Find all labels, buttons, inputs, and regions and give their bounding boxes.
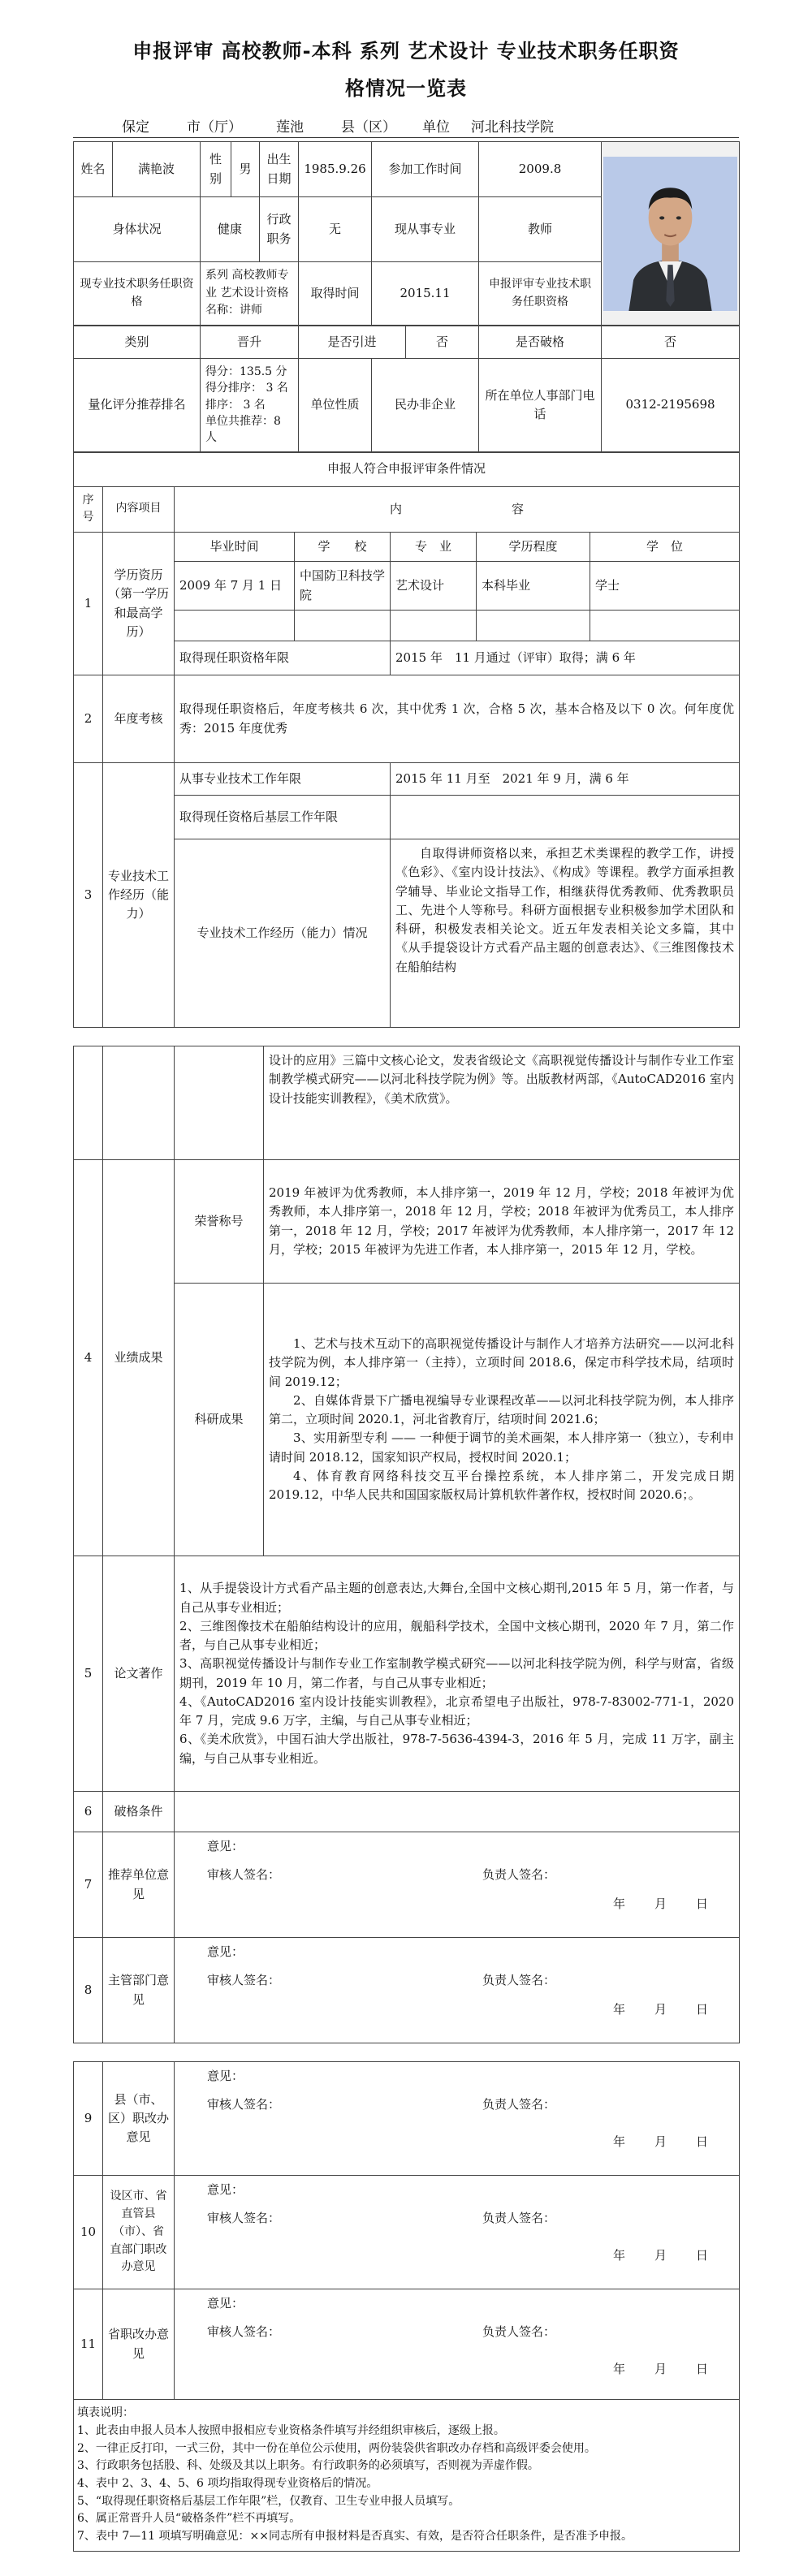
quant-line: 排序： 3 名	[205, 398, 266, 412]
applicant-photo	[603, 157, 737, 311]
research-item: 2、自媒体背景下广播电视编导专业课程改革——以河北科技学院为例，本人排序第二，立项时间 2020.1，河北省教育厅，结项时间 2021.6；	[269, 1392, 734, 1427]
obtain-value: 2015.11	[372, 262, 479, 326]
note-item: 1、此表由申报人员本人按照申报相应专业资格条件填写并经组织审核后，逐级上报。	[77, 2423, 505, 2437]
note-item: 6、属正常晋升人员“破格条件”栏不再填写。	[77, 2512, 301, 2526]
conditions-table	[73, 452, 740, 1029]
responsible-signature-label: 负责人签名：	[482, 1973, 555, 1988]
qual-years-label: 取得现任职资格年限	[175, 641, 391, 675]
row6-item: 破格条件	[103, 1792, 175, 1832]
edu-header-major: 专 业	[391, 532, 477, 561]
location-county-suffix: 县（区）	[341, 119, 396, 136]
row8-seq: 8	[74, 1938, 103, 2043]
quant-line: 得分：135.5 分	[205, 365, 287, 379]
quant-line: 单位共推荐：8 人	[205, 414, 281, 445]
notes-heading: 填表说明：	[77, 2406, 134, 2420]
row8-item: 主管部门意见	[103, 1938, 175, 2043]
research-item: 4、体育教育网络科技交互平台操控系统，本人排序第二，开发完成日期 2019.12，中华人民共和国国家版权局计算机软件著作权，授权时间 2020.6；。	[269, 1468, 734, 1503]
row11-seq: 11	[74, 2289, 103, 2400]
edu-major: 艺术设计	[391, 562, 477, 611]
paper-item: 3、高职视觉传播设计与制作专业工作室制教学模式研究——以河北科技学院为例，科学与财富，省级期刊，2019 年 10 月，第二作者，与自己从事专业相近；	[179, 1656, 734, 1690]
edu-header-date: 毕业时间	[175, 532, 295, 561]
name-value: 满艳波	[113, 142, 201, 197]
qual-years-value: 2015 年 11 月通过（评审）取得；满 6 年	[391, 641, 740, 675]
reviewer-signature-label: 审核人签名：	[207, 1867, 281, 1883]
responsible-signature-label: 负责人签名：	[482, 2211, 555, 2226]
introduced-label: 是否引进	[299, 326, 406, 359]
row10-seq: 10	[74, 2176, 103, 2289]
note-item: 7、表中 7—11 项填写明确意见：××同志所有申报材料是否真实、有效，是否符合任职条件，是否准予申报。	[77, 2529, 633, 2543]
recommend-opinion	[175, 1832, 740, 1938]
quant-value	[201, 359, 299, 451]
row7-seq: 7	[74, 1832, 103, 1938]
row10-item: 设区市、省直管县（市）、省直部门职改办意见	[103, 2176, 175, 2289]
opinion-date: 年 月 日	[612, 2134, 710, 2149]
location-line	[73, 112, 739, 138]
gender-label: 性别	[201, 142, 231, 197]
paper-item: 6、《美术欣赏》，中国石油大学出版社，978-7-5636-4394-3，2016 年 5 月，完成 11 万字，副主编，与自己从事专业相近。	[179, 1732, 734, 1766]
row9-seq: 9	[74, 2062, 103, 2176]
reviewer-signature-label: 审核人签名：	[207, 2097, 281, 2112]
experience-label: 专业技术工作经历（能力）情况	[175, 839, 391, 1028]
quant-label: 量化评分推荐排名	[74, 359, 201, 451]
edu-school: 中国防卫科技学院	[295, 562, 391, 611]
opinions-table	[73, 2061, 740, 2552]
section-title: 申报人符合申报评审条件情况	[74, 452, 740, 486]
county-opinion	[175, 2062, 740, 2176]
row1-item: 学历资历（第一学历和最高学历）	[103, 532, 175, 675]
work-start-label: 参加工作时间	[372, 142, 479, 197]
opinion-label: 意见：	[207, 2182, 244, 2198]
row5-seq: 5	[74, 1556, 103, 1792]
admin-label: 行政职务	[260, 197, 299, 262]
opinion-label: 意见：	[207, 2296, 244, 2311]
note-item: 5、“取得现任职资格后基层工作年限”栏，仅教育、卫生专业申报人员填写。	[77, 2494, 460, 2508]
basic-info-table	[73, 141, 740, 452]
exception-label: 是否破格	[479, 326, 602, 359]
research-item: 1、艺术与技术互动下的高职视觉传播设计与制作人才培养方法研究——以河北科技学院为例，本人排序第一（主持），立项时间 2018.6，保定市科学技术局，结项时间 2019.12；	[269, 1336, 734, 1389]
hr-phone-label: 所在单位人事部门电话	[479, 359, 602, 451]
work-years-value: 2015 年 11 月至 2021 年 9 月，满 6 年	[391, 763, 740, 796]
row2-item: 年度考核	[103, 675, 175, 763]
exception-value: 否	[602, 326, 740, 359]
birth-value: 1985.9.26	[299, 142, 372, 197]
note-item: 2、一律正反打印，一式三份，其中一份在单位公示使用，两份装袋供省职改办存档和高级评委会使用。	[77, 2441, 596, 2455]
category-value: 晋升	[201, 326, 299, 359]
location-city-suffix: 市（厅）	[187, 119, 242, 136]
row3-item: 专业技术工作经历（能力）	[103, 763, 175, 1028]
row6-seq: 6	[74, 1792, 103, 1832]
exception-conditions-text	[175, 1792, 740, 1832]
hr-phone-value: 0312-2195698	[602, 359, 740, 451]
apply-label: 申报评审专业技术职务任职资格	[479, 262, 602, 326]
research-list	[264, 1284, 740, 1556]
research-label: 科研成果	[175, 1284, 264, 1556]
honor-text: 2019 年被评为优秀教师，本人排序第一，2019 年 12 月，学校；2018 年被评为优秀教师，本人排序第一，2018 年 12 月，学校；2018 年被评为优秀员工，本人排序第一，2018 年 12 月，学校；2017 年被评为优秀教师，本人排序第一，2017 年 12 月，学校；2015 年被评为先进工作者，本人排序第一，2015 年 12 月，学校。	[264, 1160, 740, 1284]
responsible-signature-label: 负责人签名：	[482, 1867, 555, 1883]
unit-nature-value: 民办非企业	[372, 359, 479, 451]
reviewer-signature-label: 审核人签名：	[207, 2324, 281, 2340]
location-county: 莲池	[276, 119, 304, 136]
conditions-table-continued	[73, 1046, 740, 2043]
category-label: 类别	[74, 326, 201, 359]
photo-cell	[602, 142, 740, 326]
responsible-signature-label: 负责人签名：	[482, 2097, 555, 2112]
cur-title-label: 现专业技术职务任职资格	[74, 262, 201, 326]
unit-nature-label: 单位性质	[299, 359, 372, 451]
paper-item: 2、三维图像技术在船舶结构设计的应用，舰船科学技术，全国中文核心期刊，2020 年 7 月，第二作者，与自己从事专业相近；	[179, 1618, 734, 1653]
edu-degree: 学士	[590, 562, 740, 611]
row1-seq: 1	[74, 532, 103, 675]
research-item: 3、实用新型专利 —— 一种便于调节的美术画架，本人排序第一（独立），专利申请时间 2018.12，国家知识产权局，授权时间 2020.1；	[269, 1430, 734, 1465]
experience-label-continued	[175, 1046, 264, 1160]
document-title	[73, 32, 739, 107]
work-years-label: 从事专业技术工作年限	[175, 763, 391, 796]
title-line-1: 申报评审 高校教师-本科 系列 艺术设计 专业技术职务任职资	[132, 40, 680, 63]
row4-seq: 4	[74, 1160, 103, 1556]
province-opinion	[175, 2289, 740, 2400]
opinion-label: 意见：	[207, 1944, 244, 1960]
opinion-date: 年 月 日	[612, 2361, 710, 2376]
edu-date: 2009 年 7 月 1 日	[175, 562, 295, 611]
authority-opinion	[175, 1938, 740, 2043]
quant-line: 得分排序： 3 名	[205, 382, 288, 395]
health-label: 身体状况	[74, 197, 201, 262]
honor-label: 荣誉称号	[175, 1160, 264, 1284]
opinion-label: 意见：	[207, 2069, 244, 2084]
cur-title-value: 系列 高校教师专业 艺术设计资格名称：讲师	[201, 262, 299, 326]
name-label: 姓名	[74, 142, 113, 197]
row7-item: 推荐单位意见	[103, 1832, 175, 1938]
gender-value: 男	[231, 142, 260, 197]
note-item: 3、行政职务包括股、科、处级及其以上职务。有行政职务的必须填写，否则视为弄虚作假。	[77, 2459, 539, 2473]
row3-seq: 3	[74, 763, 103, 1028]
introduced-value: 否	[406, 326, 479, 359]
city-opinion	[175, 2176, 740, 2289]
edu-level: 本科毕业	[477, 562, 590, 611]
current-job-value: 教师	[479, 197, 602, 262]
row2-seq: 2	[74, 675, 103, 763]
work-start-value: 2009.8	[479, 142, 602, 197]
opinion-date: 年 月 日	[612, 2001, 710, 2017]
annual-review-text: 取得现任职资格后，年度考核共 6 次，其中优秀 1 次，合格 5 次，基本合格及以下 0 次。何年度优秀：2015 年度优秀	[175, 675, 740, 763]
responsible-signature-label: 负责人签名：	[482, 2324, 555, 2340]
col-seq-header: 序号	[74, 486, 103, 532]
health-value: 健康	[201, 197, 260, 262]
experience-text-b: 设计的应用》三篇中文核心论文，发表省级论文《高职视觉传播设计与制作专业工作室制教学模式研究——以河北科技学院为例》等。出版教材两部，《AutoCAD2016 室内设计技能实训教程》，《美术欣赏》。	[264, 1046, 740, 1160]
papers-list	[175, 1556, 740, 1792]
location-unit-label: 单位	[422, 119, 450, 136]
grassroots-label: 取得现任资格后基层工作年限	[175, 796, 391, 839]
title-line-2: 格情况一览表	[345, 77, 467, 100]
experience-text-a: 自取得讲师资格以来，承担艺术类课程的教学工作，讲授《色彩》、《室内设计技法》、《构成》等课程。教学方面承担教学辅导、毕业论文指导工作，相继获得优秀教师、优秀教职员工、先进个人等称号。科研方面根据专业积极参加学术团队和科研，积极发表相关论文。近五年发表相关论文多篇，其中《从手提袋设计方式看产品主题的创意表达》、《三维图像技术在船舶结构	[391, 839, 740, 1028]
paper-item: 4、《AutoCAD2016 室内设计技能实训教程》，北京希望电子出版社，978-7-83002-771-1，2020 年 7 月，完成 9.6 万字，主编，与自己从事专业相近；	[179, 1694, 734, 1728]
paper-item: 1、从手提袋设计方式看产品主题的创意表达,大舞台,全国中文核心期刊,2015 年 5 月，第一作者，与自己从事专业相近；	[179, 1581, 734, 1615]
row9-item: 县（市、区）职改办意见	[103, 2062, 175, 2176]
location-unit: 河北科技学院	[471, 119, 554, 136]
current-job-label: 现从事专业	[372, 197, 479, 262]
col-content-header: 内 容	[175, 486, 740, 532]
admin-value: 无	[299, 197, 372, 262]
row4-item: 业绩成果	[103, 1160, 175, 1556]
edu-header-degree: 学 位	[590, 532, 740, 561]
opinion-date: 年 月 日	[612, 1896, 710, 1911]
note-item: 4、表中 2、3、4、5、6 项均指取得现专业资格后的情况。	[77, 2476, 378, 2490]
obtain-label: 取得时间	[299, 262, 372, 326]
reviewer-signature-label: 审核人签名：	[207, 2211, 281, 2226]
row11-item: 省职改办意 见	[103, 2289, 175, 2400]
edu-header-school: 学 校	[295, 532, 391, 561]
grassroots-value	[391, 796, 740, 839]
opinion-label: 意见：	[207, 1839, 244, 1854]
row5-item: 论文著作	[103, 1556, 175, 1792]
location-city: 保定	[122, 119, 149, 136]
edu-header-level: 学历程度	[477, 532, 590, 561]
birth-label: 出生日期	[260, 142, 299, 197]
opinion-date: 年 月 日	[612, 2247, 710, 2263]
filling-notes	[74, 2400, 740, 2552]
col-item-header: 内容项目	[103, 486, 175, 532]
reviewer-signature-label: 审核人签名：	[207, 1973, 281, 1988]
